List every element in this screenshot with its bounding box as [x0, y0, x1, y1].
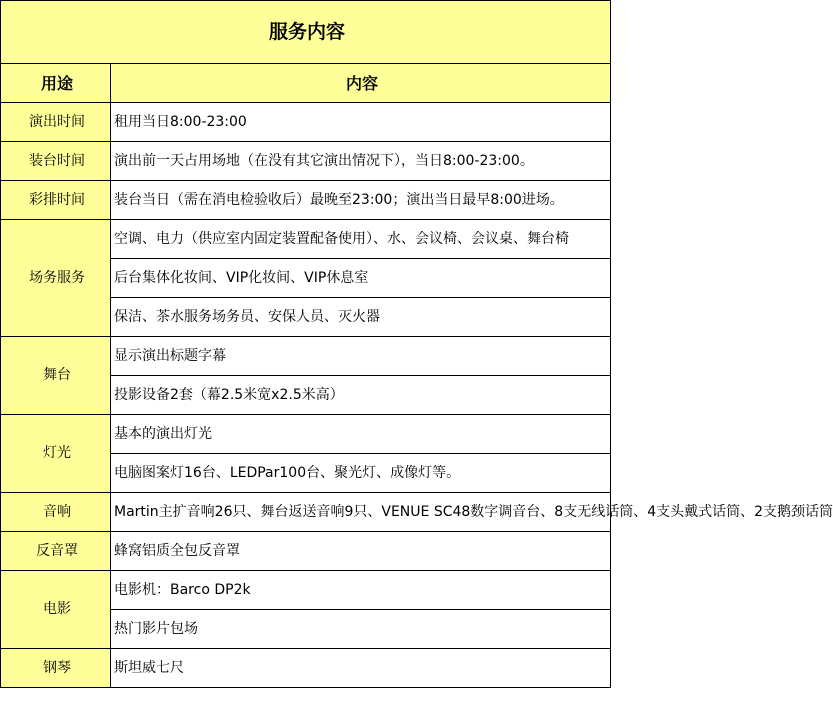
content-cell: 空调、电力（供应室内固定装置配备使用）、水、会议椅、会议桌、舞台椅 — [111, 220, 611, 259]
content-cell: 租用当日8:00-23:00 — [111, 103, 611, 142]
category-label: 彩排时间 — [1, 181, 111, 220]
content-cell: 斯坦威七尺 — [111, 649, 611, 688]
table-title: 服务内容 — [1, 1, 611, 64]
category-label: 装台时间 — [1, 142, 111, 181]
row-lighting — [1, 415, 611, 454]
content-cell: Martin主扩音响26只、舞台返送音响9只、VENUE SC48数字调音台、8支无线话筒、4支头戴式话筒、2支鹅颈话筒 — [111, 493, 611, 532]
row-stage — [1, 337, 611, 376]
title-row — [1, 1, 611, 64]
category-label: 反音罩 — [1, 532, 111, 571]
row-sound — [1, 493, 611, 532]
content-cell: 热门影片包场 — [111, 610, 611, 649]
row-acoustic-shell — [1, 532, 611, 571]
row-venue-service — [1, 220, 611, 259]
row-film — [1, 571, 611, 610]
content-cell: 演出前一天占用场地（在没有其它演出情况下），当日8:00-23:00。 — [111, 142, 611, 181]
content-cell: 后台集体化妆间、VIP化妆间、VIP休息室 — [111, 259, 611, 298]
content-cell: 电影机：Barco DP2k — [111, 571, 611, 610]
category-label: 场务服务 — [1, 220, 111, 337]
content-cell: 装台当日（需在消电检验收后）最晚至23:00；演出当日最早8:00进场。 — [111, 181, 611, 220]
content-cell: 投影设备2套（幕2.5米宽x2.5米高） — [111, 376, 611, 415]
content-header: 内容 — [111, 64, 611, 103]
usage-header: 用途 — [1, 64, 111, 103]
row-rehearsal-time — [1, 181, 611, 220]
content-cell: 保洁、茶水服务场务员、安保人员、灭火器 — [111, 298, 611, 337]
content-cell: 显示演出标题字幕 — [111, 337, 611, 376]
category-label: 舞台 — [1, 337, 111, 415]
header-row — [1, 64, 611, 103]
content-cell: 基本的演出灯光 — [111, 415, 611, 454]
category-label: 钢琴 — [1, 649, 111, 688]
row-show-time — [1, 103, 611, 142]
row-setup-time — [1, 142, 611, 181]
category-label: 演出时间 — [1, 103, 111, 142]
category-label: 电影 — [1, 571, 111, 649]
content-cell: 蜂窝铝质全包反音罩 — [111, 532, 611, 571]
content-cell: 电脑图案灯16台、LEDPar100台、聚光灯、成像灯等。 — [111, 454, 611, 493]
row-piano — [1, 649, 611, 688]
category-label: 音响 — [1, 493, 111, 532]
category-label: 灯光 — [1, 415, 111, 493]
